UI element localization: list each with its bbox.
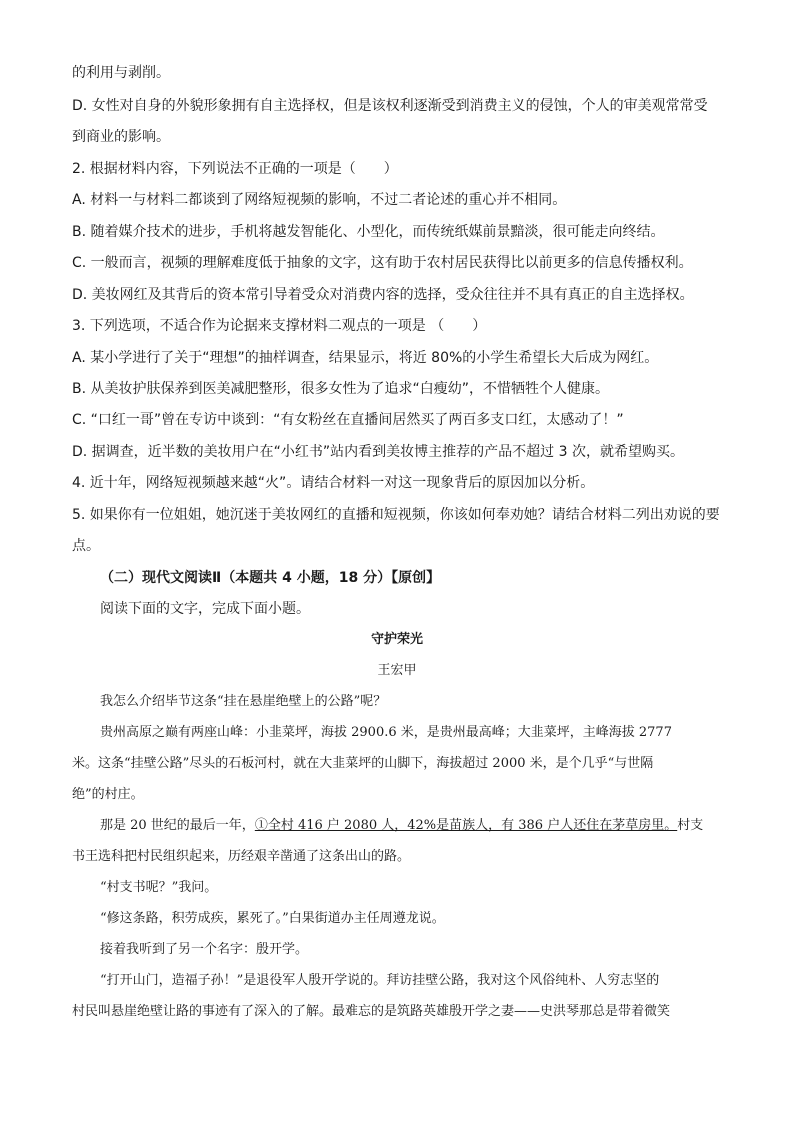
paragraph (100, 816, 724, 836)
option-d: D. 女性对自身的外貌形象拥有自主选择权，但是该权利逐渐受到消费主义的侵蚀，个人的审美观常常受 (72, 98, 708, 114)
option-c: C. 一般而言，视频的理解难度低于抽象的文字，这有助于农村居民获得比以前更多的信息传播权利。 (72, 255, 693, 271)
paragraph-continued: 村民叫悬崖绝壁让路的事迹有了深入的了解。最难忘的是筑路英雄殷开学之妻——史洪琴那总是带着微笑 (72, 1004, 671, 1019)
paragraph-continued: 米。这条“挂壁公路”尽头的石板河村，就在大韭菜坪的山脚下，海拔超过 2000 米，是个几乎“与世隔 (72, 756, 654, 771)
paragraph-continued: 绝”的村庄。 (72, 787, 144, 802)
question-5: 5. 如果你有一位姐姐，她沉迷于美妆网红的直播和短视频，你该如何奉劝她？请结合材料二列出劝说的要 (72, 507, 720, 523)
question-3: 3. 下列选项，不适合作为论据来支撑材料二观点的一项是 （ ） (72, 318, 487, 334)
option-a: A. 材料一与材料二都谈到了网络短视频的影响，不过二者论述的重心并不相同。 (72, 192, 567, 208)
section-heading: （二）现代文阅读Ⅱ（本题共 4 小题，18 分）【原创】 (100, 570, 441, 586)
question-2: 2. 根据材料内容，下列说法不正确的一项是（ ） (72, 161, 398, 177)
paragraph: “打开山门，造福子孙！”是退役军人殷开学说的。拜访挂壁公路，我对这个风俗纯朴、人穷志坚的 (100, 973, 660, 988)
paragraph-continued: 书王选科把村民组织起来，历经艰辛凿通了这条出山的路。 (72, 849, 411, 864)
option-c: C. “口红一哥”曾在专访中谈到：“有女粉丝在直播间居然买了两百多支口红，太感动了！” (72, 412, 624, 428)
option-b: B. 从美妆护肤保养到医美减肥整形，很多女性为了追求“白瘦幼”，不惜牺牲个人健康。 (72, 381, 610, 397)
paragraph-text: 村支 (677, 818, 704, 833)
text-line: 的利用与剥削。 (72, 65, 170, 81)
option-d: D. 据调查，近半数的美妆用户在“小红书”站内看到美妆博主推荐的产品不超过 3 次，就希望购买。 (72, 444, 684, 460)
underlined-sentence-1: ①全村 416 户 2080 人，42%是苗族人，有 386 户人还住在茅草房里。 (254, 818, 678, 833)
option-d: D. 美妆网红及其背后的资本常引导着受众对消费内容的选择，受众往往并不具有真正的自主选择权。 (72, 287, 694, 303)
paragraph: 接着我听到了另一个名字：殷开学。 (100, 942, 309, 957)
paragraph: “村支书呢？”我问。 (100, 880, 218, 895)
paragraph: 贵州高原之巅有两座山峰：小韭菜坪，海拔 2900.6 米，是贵州最高峰；大韭菜坪，主峰海拔 2777 (100, 725, 672, 740)
paragraph-text: 那是 20 世纪的最后一年， (100, 818, 255, 833)
article-title: 守护荣光 (370, 632, 423, 647)
text-line: 到商业的影响。 (72, 129, 170, 145)
article-author: 王宏甲 (377, 663, 417, 678)
text-line: 点。 (72, 538, 100, 554)
option-a: A. 某小学进行了关于“理想”的抽样调查，结果显示，将近 80%的小学生希望长大后成为网红。 (72, 350, 659, 366)
instruction: 阅读下面的文字，完成下面小题。 (100, 601, 310, 617)
paragraph: “修这条路，积劳成疾，累死了。”白果街道办主任周遵龙说。 (100, 911, 445, 926)
question-4: 4. 近十年，网络短视频越来越“火”。请结合材料一对这一现象背后的原因加以分析。 (72, 475, 595, 491)
paragraph: 我怎么介绍毕节这条“挂在悬崖绝壁上的公路”呢？ (100, 694, 387, 709)
option-b: B. 随着媒介技术的进步，手机将越发智能化、小型化，而传统纸媒前景黯淡，很可能走向终结。 (72, 224, 665, 240)
